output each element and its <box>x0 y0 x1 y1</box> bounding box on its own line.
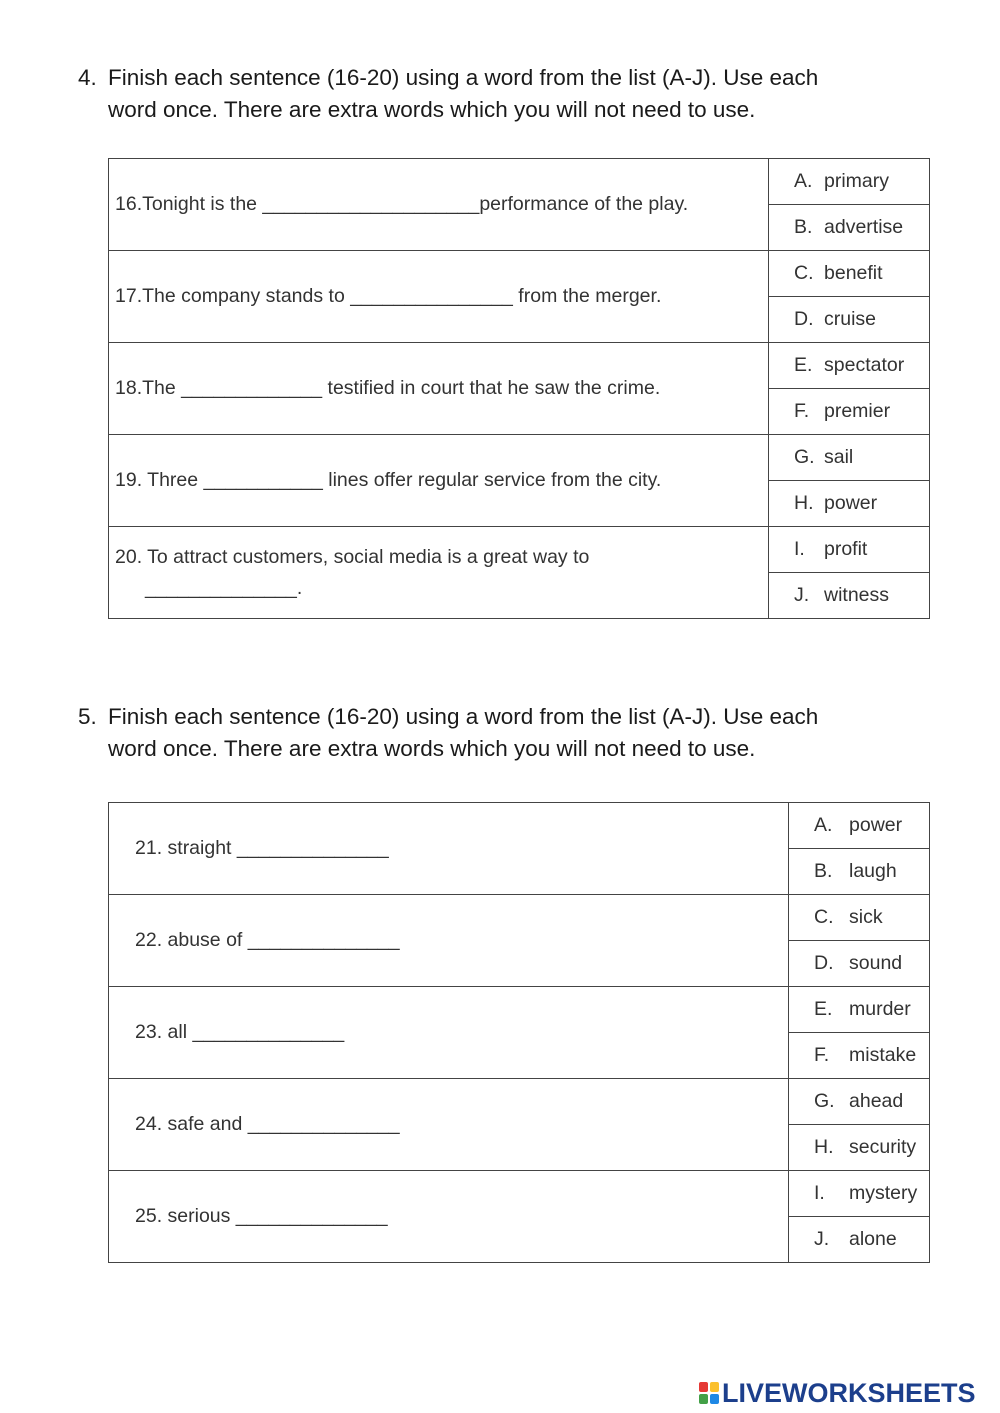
option-a[interactable]: A. primary <box>769 159 930 205</box>
sentence-22: 22. abuse of ______________ <box>109 895 789 987</box>
option-i[interactable]: I. mystery <box>789 1171 930 1217</box>
section4-number: 4. <box>78 65 97 90</box>
sentence-17: 17.The company stands to _______________ from the merger. <box>109 251 769 343</box>
option-c[interactable]: C. benefit <box>769 251 930 297</box>
sentence-23: 23. all ______________ <box>109 987 789 1079</box>
sentence-25: 25. serious ______________ <box>109 1171 789 1263</box>
section5-matching-table <box>108 802 930 1263</box>
option-f[interactable]: F. premier <box>769 389 930 435</box>
option-e[interactable]: E. spectator <box>769 343 930 389</box>
option-h[interactable]: H. security <box>789 1125 930 1171</box>
option-b[interactable]: B. laugh <box>789 849 930 895</box>
sentence-18: 18.The _____________ testified in court that he saw the crime. <box>109 343 769 435</box>
sentence-20-line1: 20. To attract customers, social media is a great way to <box>115 545 590 568</box>
liveworksheets-logo[interactable] <box>698 1378 976 1408</box>
section5-number: 5. <box>78 704 97 729</box>
section4-matching-table <box>108 158 930 619</box>
sentence-20 <box>109 527 769 619</box>
sentence-16: 16.Tonight is the ____________________performance of the play. <box>109 159 769 251</box>
option-e[interactable]: E. murder <box>789 987 930 1033</box>
section5-instruction-line2: word once. There are extra words which you will not need to use. <box>108 736 756 761</box>
option-b[interactable]: B. advertise <box>769 205 930 251</box>
section5-instruction <box>78 701 938 765</box>
option-g[interactable]: G. sail <box>769 435 930 481</box>
section4-instruction-line2: word once. There are extra words which you will not need to use. <box>108 97 756 122</box>
option-g[interactable]: G. ahead <box>789 1079 930 1125</box>
section4-instruction <box>78 62 938 126</box>
sentence-19: 19. Three ___________ lines offer regular service from the city. <box>109 435 769 527</box>
sentence-21: 21. straight ______________ <box>109 803 789 895</box>
sentence-24: 24. safe and ______________ <box>109 1079 789 1171</box>
option-j[interactable]: J. alone <box>789 1217 930 1263</box>
option-i[interactable]: I. profit <box>769 527 930 573</box>
option-d[interactable]: D. sound <box>789 941 930 987</box>
liveworksheets-logo-text: LIVEWORKSHEETS <box>722 1377 976 1408</box>
liveworksheets-logo-icon <box>698 1381 720 1405</box>
option-j[interactable]: J. witness <box>769 573 930 619</box>
option-f[interactable]: F. mistake <box>789 1033 930 1079</box>
option-d[interactable]: D. cruise <box>769 297 930 343</box>
option-c[interactable]: C. sick <box>789 895 930 941</box>
section5-instruction-line1: Finish each sentence (16-20) using a word from the list (A-J). Use each <box>108 704 819 729</box>
option-h[interactable]: H. power <box>769 481 930 527</box>
section4-instruction-line1: Finish each sentence (16-20) using a word from the list (A-J). Use each <box>108 65 819 90</box>
sentence-20-line2: ______________. <box>145 576 303 599</box>
option-a[interactable]: A. power <box>789 803 930 849</box>
